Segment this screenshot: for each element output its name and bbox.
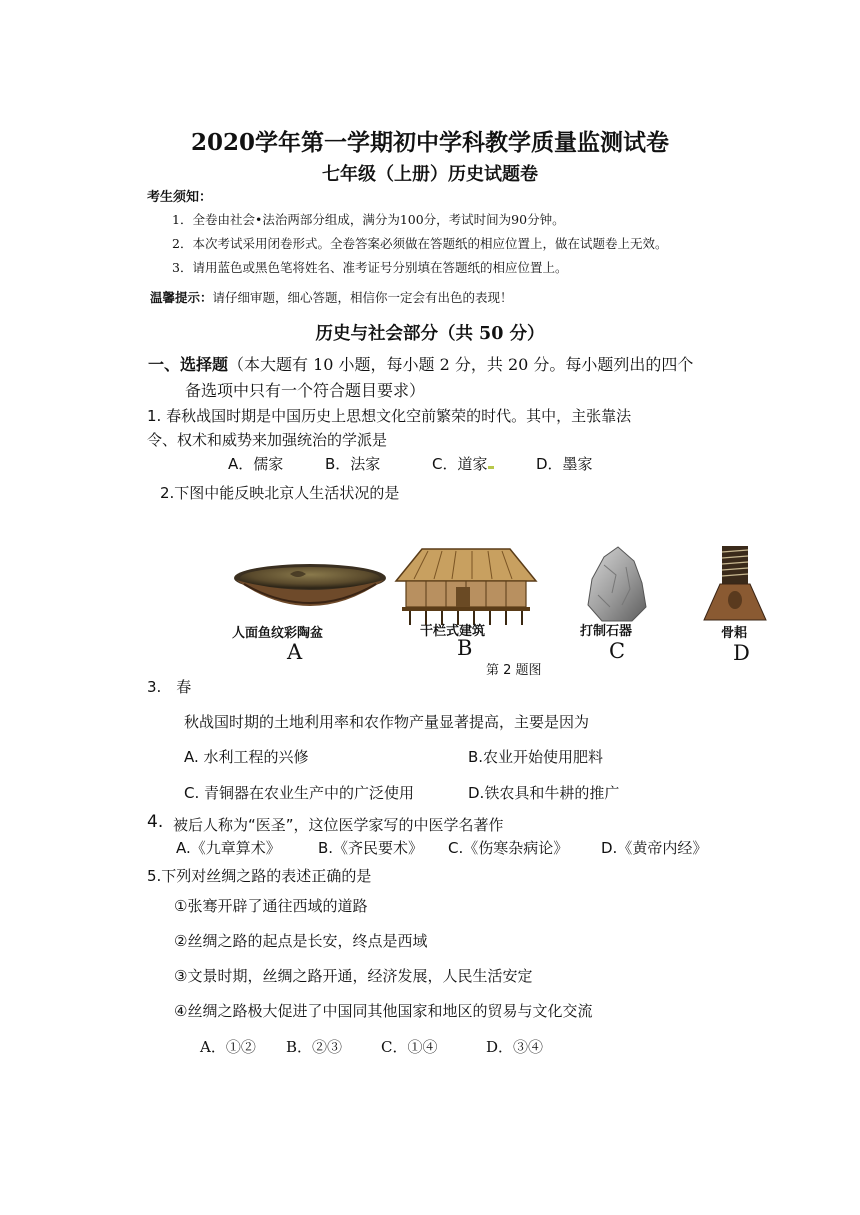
fig-b-letter: B — [457, 636, 473, 660]
q1-option-a: A．儒家 — [228, 455, 284, 473]
q3-option-b: B.农业开始使用肥料 — [468, 748, 604, 766]
fig-c-letter: C — [609, 639, 626, 663]
q5-item-3: ③文景时期，丝绸之路开通，经济发展，人民生活安定 — [174, 967, 533, 985]
warm-tip — [150, 288, 513, 306]
exam-title: 2020学年第一学期初中学科教学质量监测试卷 — [190, 129, 669, 156]
q4-option-d: D.《黄帝内经》 — [601, 839, 708, 857]
q5-item-1: ①张骞开辟了通往西域的道路 — [174, 897, 368, 915]
part1-line1: （本大题有 10 小题，每小题 2 分，共 20 分。每小题列出的四个 — [228, 355, 694, 374]
q2-caption — [486, 663, 542, 681]
exam-subtitle: 七年级（上册）历史试题卷 — [322, 164, 538, 185]
q1-line2: 令、权术和威势来加强统治的学派是 — [147, 431, 388, 449]
fig-d-letter: D — [733, 641, 750, 665]
notice-item-1: 1．全卷由社会•法治两部分组成，满分为100分，考试时间为90分钟。 — [172, 212, 565, 227]
q3-option-a: A. 水利工程的兴修 — [184, 748, 309, 766]
part1-header — [148, 352, 693, 375]
q1-option-d: D．墨家 — [536, 455, 593, 473]
q4-stem: 被后人称为“医圣”，这位医学家写的中医学名著作 — [173, 816, 504, 834]
q1-option-b: B．法家 — [325, 455, 381, 473]
highlight-mark — [488, 466, 494, 469]
part1-label: 一、选择题 — [148, 355, 229, 374]
q5-option-d: D．③④ — [486, 1038, 544, 1056]
q4-option-b: B.《齐民要术》 — [318, 839, 424, 857]
q5-option-a: A．①② — [200, 1038, 256, 1056]
pottery-basin-image — [230, 560, 390, 620]
warm-tip-label: 温馨提示： — [150, 290, 213, 305]
section-title: 历史与社会部分（共 50 分） — [315, 324, 545, 344]
fig-a-letter: A — [287, 640, 303, 664]
q5-item-2: ②丝绸之路的起点是长安，终点是西域 — [174, 932, 428, 950]
q3-option-c: C. 青铜器在农业生产中的广泛使用 — [184, 784, 415, 802]
q3-option-d: D.铁农具和牛耕的推广 — [468, 784, 620, 802]
q1-option-c — [432, 453, 494, 474]
notice-item-3: 3．请用蓝色或黑色笔将姓名、准考证号分别填在答题纸的相应位置上。 — [172, 260, 568, 275]
stone-tool-image — [582, 545, 652, 623]
q5-option-b: B．②③ — [286, 1038, 343, 1056]
notice-item-2: 2．本次考试采用闭卷形式。全卷答案必须做在答题纸的相应位置上，做在试题卷上无效。 — [172, 236, 668, 251]
q1-line1: 1. 春秋战国时期是中国历史上思想文化空前繁荣的时代。其中，主张靠法 — [147, 407, 632, 425]
q1-option-c-text: C．道家 — [432, 455, 488, 473]
q5-stem: 5.下列对丝绸之路的表述正确的是 — [147, 867, 372, 885]
q5-item-4: ④丝绸之路极大促进了中国同其他国家和地区的贸易与文化交流 — [174, 1002, 593, 1020]
fig-b-label: 干栏式建筑 — [420, 624, 486, 639]
q4-option-a: A.《九章算术》 — [176, 839, 281, 857]
q4-option-c: C.《伤寒杂病论》 — [448, 839, 569, 857]
fig-a-label: 人面鱼纹彩陶盆 — [232, 626, 324, 641]
notice-heading: 考生须知： — [147, 190, 213, 205]
q3-number: 3. 春 — [147, 678, 192, 696]
q2-stem: 2.下图中能反映北京人生活状况的是 — [160, 484, 400, 502]
part1-line2: 备选项中只有一个符合题目要求） — [185, 381, 426, 400]
fig-d-label: 骨耜 — [721, 626, 748, 641]
q3-stem: 秋战国时期的土地利用率和农作物产量显著提高，主要是因为 — [184, 713, 590, 731]
q5-option-c: C．①④ — [381, 1038, 438, 1056]
fig-c-label: 打制石器 — [580, 624, 633, 639]
bone-spade-image — [700, 544, 770, 626]
q4-number: 4. — [147, 812, 164, 832]
warm-tip-text: 请仔细审题，细心答题，相信你一定会有出色的表现！ — [212, 290, 513, 305]
stilt-house-image — [392, 545, 540, 627]
q2-caption-text: 第 2 题图 — [486, 663, 542, 678]
